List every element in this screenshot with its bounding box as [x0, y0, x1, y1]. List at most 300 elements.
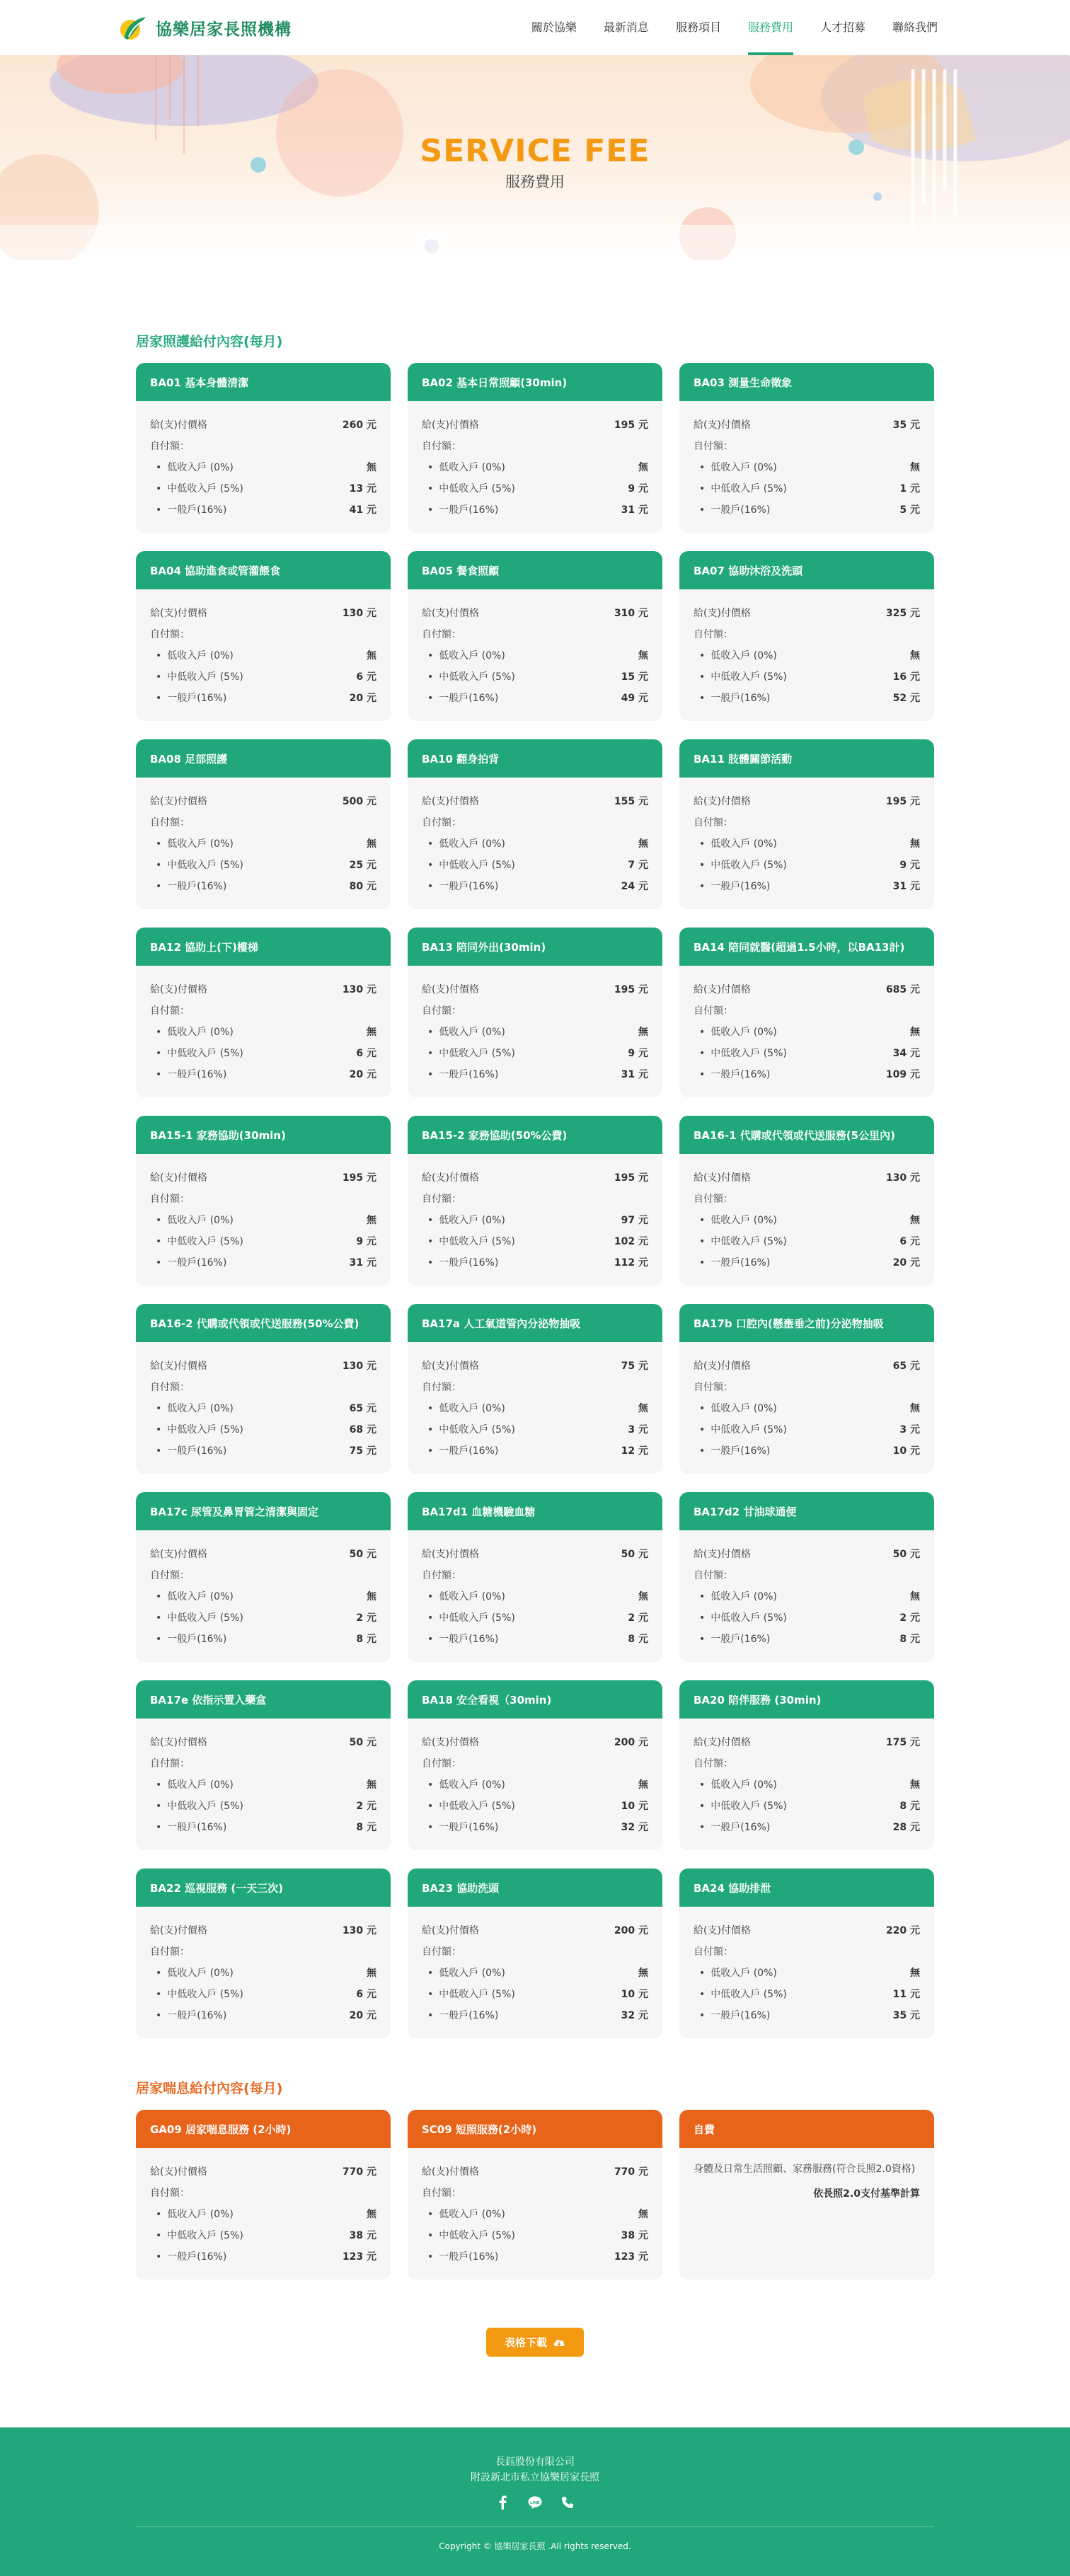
mid-low-income-row: [150, 1419, 376, 1440]
general-row-value: 24 元: [621, 881, 648, 892]
self-pay-row-label: 自付額：: [150, 2188, 190, 2199]
general-row-label: • 一般戶(16%): [694, 1443, 770, 1457]
low-income-row: [150, 1397, 376, 1419]
low-income-row-value: 無: [910, 1215, 920, 1226]
price-row-value: 130 元: [342, 608, 376, 619]
low-income-row-value: 無: [367, 838, 376, 850]
low-income-row: [150, 645, 376, 666]
self-pay-row: [150, 1564, 376, 1586]
home-care-fee-grid: [136, 363, 934, 2038]
self-pay-row-label: 自付額：: [694, 817, 733, 828]
self-pay-row: [150, 1376, 376, 1397]
general-row-value: 32 元: [621, 1822, 648, 1833]
price-row-label: 給(支)付價格: [422, 984, 479, 995]
fee-card: [136, 1492, 391, 1662]
general-row-label: • 一般戶(16%): [150, 502, 226, 516]
low-income-row-label: • 低收入戶 (0%): [694, 460, 777, 474]
mid-low-income-row: [422, 1983, 648, 2004]
low-income-row-value: 無: [910, 1027, 920, 1038]
mid-low-income-row-label: • 中低收入戶 (5%): [150, 1798, 243, 1813]
self-pay-row: [694, 812, 920, 833]
fee-card-body: [408, 1530, 662, 1649]
general-row-label: • 一般戶(16%): [422, 691, 498, 705]
low-income-row-label: • 低收入戶 (0%): [422, 1024, 505, 1039]
price-row-label: 給(支)付價格: [150, 1925, 207, 1936]
main-nav: [518, 0, 951, 55]
price-row: [150, 602, 376, 623]
general-row-value: 80 元: [349, 881, 376, 892]
self-pay-row-label: 自付額：: [150, 1570, 190, 1581]
price-row-label: 給(支)付價格: [694, 420, 751, 431]
price-row-label: 給(支)付價格: [150, 2166, 207, 2178]
price-row: [150, 978, 376, 1000]
price-row-value: 200 元: [614, 1925, 648, 1936]
self-pay-row-label: 自付額：: [694, 1570, 733, 1581]
self-pay-row: [694, 1376, 920, 1397]
low-income-row: [694, 1021, 920, 1042]
fee-card-body: [679, 778, 934, 896]
fee-card-body: [408, 1907, 662, 2026]
low-income-row-value: 97 元: [621, 1215, 648, 1226]
mid-low-income-row: [694, 1042, 920, 1063]
general-row-value: 10 元: [892, 1445, 920, 1457]
fee-card-title: BA03 測量生命徵象: [679, 363, 934, 401]
general-row-value: 12 元: [621, 1445, 648, 1457]
low-income-row: [422, 2203, 648, 2224]
self-pay-row-label: 自付額：: [422, 1005, 461, 1017]
low-income-row-label: • 低收入戶 (0%): [694, 648, 777, 662]
low-income-row: [422, 645, 648, 666]
general-row-value: 5 元: [899, 504, 920, 516]
general-row-label: • 一般戶(16%): [694, 1255, 770, 1269]
low-income-row: [422, 1209, 648, 1230]
price-row-value: 50 元: [349, 1737, 376, 1748]
fee-card: [408, 551, 662, 721]
general-row-label: • 一般戶(16%): [422, 1443, 498, 1457]
mid-low-income-row-value: 34 元: [892, 1048, 920, 1059]
general-row-label: • 一般戶(16%): [422, 502, 498, 516]
self-pay-row: [422, 623, 648, 645]
self-pay-row: [150, 812, 376, 833]
low-income-row-label: • 低收入戶 (0%): [422, 1401, 505, 1415]
self-pay-row-label: 自付額：: [150, 1194, 190, 1205]
fee-card-title: BA14 陪同就醫(超過1.5小時，以BA13計): [679, 928, 934, 966]
low-income-row-value: 無: [910, 838, 920, 850]
mid-low-income-row-value: 10 元: [621, 1801, 648, 1812]
price-row-value: 770 元: [342, 2166, 376, 2178]
price-row-value: 155 元: [614, 796, 648, 807]
nav-item-0[interactable]: 關於協樂: [531, 21, 577, 34]
self-pay-row-label: 自付額：: [694, 1194, 733, 1205]
price-row-label: 給(支)付價格: [422, 1361, 479, 1372]
low-income-row-label: • 低收入戶 (0%): [422, 1589, 505, 1603]
self-pay-row-label: 自付額：: [150, 1946, 190, 1958]
price-row: [150, 1543, 376, 1564]
fee-card: [679, 928, 934, 1097]
fee-card: [408, 1869, 662, 2038]
price-row-label: 給(支)付價格: [422, 1737, 479, 1748]
mid-low-income-row-value: 38 元: [349, 2230, 376, 2241]
low-income-row-label: • 低收入戶 (0%): [422, 2207, 505, 2221]
price-row-label: 給(支)付價格: [150, 420, 207, 431]
fee-card-body: [408, 589, 662, 708]
fee-card: [408, 739, 662, 909]
price-row: [694, 1731, 920, 1752]
price-row-value: 195 元: [614, 1172, 648, 1184]
price-row: [694, 1355, 920, 1376]
mid-low-income-row-value: 6 元: [356, 1048, 376, 1059]
nav-item-4[interactable]: 人才招募: [819, 21, 865, 34]
fee-card-title: BA22 巡視服務 (一天三次): [136, 1869, 391, 1907]
general-row-label: • 一般戶(16%): [150, 2249, 226, 2263]
fee-card: [679, 1304, 934, 1474]
general-row-label: • 一般戶(16%): [150, 1820, 226, 1834]
self-pay-row: [150, 1188, 376, 1209]
fee-card-title: BA07 協助沐浴及洗頭: [679, 551, 934, 589]
price-row: [150, 1919, 376, 1941]
fee-card-body: [136, 2148, 391, 2267]
fee-card-body: [136, 1154, 391, 1273]
price-row-label: 給(支)付價格: [150, 1172, 207, 1184]
low-income-row-value: 無: [910, 650, 920, 662]
price-row-label: 給(支)付價格: [422, 1172, 479, 1184]
low-income-row-value: 無: [910, 1968, 920, 1979]
page-banner: [0, 55, 1070, 260]
general-row: [694, 2004, 920, 2026]
low-income-row-value: 無: [367, 462, 376, 473]
self-pay-row: [150, 1000, 376, 1021]
low-income-row-value: 無: [910, 1591, 920, 1602]
self-pay-row: [694, 623, 920, 645]
price-row: [422, 602, 648, 623]
general-row-label: • 一般戶(16%): [694, 2008, 770, 2022]
mid-low-income-row: [150, 854, 376, 875]
self-pay-note: 依長照2.0支付基準計算: [813, 2188, 920, 2200]
fee-card: [136, 1680, 391, 1850]
price-row-label: 給(支)付價格: [694, 796, 751, 807]
mid-low-income-row-value: 102 元: [614, 1236, 648, 1247]
price-row-value: 50 元: [349, 1549, 376, 1560]
general-row-value: 49 元: [621, 693, 648, 704]
price-row-label: 給(支)付價格: [694, 1549, 751, 1560]
mid-low-income-row: [422, 1042, 648, 1063]
fee-card-title: BA18 安全看視（30min): [408, 1680, 662, 1719]
svg-text:LINE: LINE: [530, 2500, 540, 2505]
self-pay-row: [150, 1752, 376, 1774]
respite-care-title: 居家喘息給付內容(每月): [136, 2081, 283, 2096]
general-row: [422, 2004, 648, 2026]
mid-low-income-row-label: • 中低收入戶 (5%): [694, 1046, 787, 1060]
low-income-row-value: 無: [910, 462, 920, 473]
self-pay-row: [150, 2182, 376, 2203]
general-row-label: • 一般戶(16%): [694, 879, 770, 893]
price-row-label: 給(支)付價格: [422, 608, 479, 619]
fee-card: [408, 1680, 662, 1850]
self-pay-row-label: 自付額：: [422, 2188, 461, 2199]
fee-card-body: [136, 589, 391, 708]
general-row-value: 75 元: [349, 1445, 376, 1457]
fee-card: [679, 363, 934, 533]
general-row: [150, 1440, 376, 1461]
fee-card: [136, 551, 391, 721]
price-row: [694, 414, 920, 435]
price-row-label: 給(支)付價格: [150, 608, 207, 619]
mid-low-income-row: [694, 854, 920, 875]
low-income-row: [150, 1774, 376, 1795]
general-row-label: • 一般戶(16%): [422, 1631, 498, 1646]
general-row: [694, 1816, 920, 1837]
price-row-value: 35 元: [892, 420, 920, 431]
price-row-value: 500 元: [342, 796, 376, 807]
fee-card: [136, 363, 391, 533]
fee-card: [679, 1492, 934, 1662]
price-row: [422, 2161, 648, 2182]
fee-card: [679, 1869, 934, 2038]
self-pay-row: [694, 1000, 920, 1021]
low-income-row-label: • 低收入戶 (0%): [150, 460, 234, 474]
self-pay-row: [422, 2182, 648, 2203]
price-row-value: 260 元: [342, 420, 376, 431]
mid-low-income-row: [150, 478, 376, 499]
price-row: [694, 1543, 920, 1564]
low-income-row: [422, 1021, 648, 1042]
fee-card-body: [408, 778, 662, 896]
general-row-label: • 一般戶(16%): [694, 691, 770, 705]
mid-low-income-row-label: • 中低收入戶 (5%): [150, 669, 243, 683]
self-pay-row-label: 自付額：: [150, 817, 190, 828]
general-row-label: • 一般戶(16%): [150, 1255, 226, 1269]
price-row: [422, 1355, 648, 1376]
fee-card-title: BA13 陪同外出(30min): [408, 928, 662, 966]
fee-card: [136, 1869, 391, 2038]
logo[interactable]: [119, 13, 292, 42]
price-row-value: 200 元: [614, 1737, 648, 1748]
low-income-row-label: • 低收入戶 (0%): [150, 2207, 234, 2221]
mid-low-income-row: [150, 1042, 376, 1063]
low-income-row-value: 無: [367, 1591, 376, 1602]
general-row-label: • 一般戶(16%): [694, 502, 770, 516]
price-row: [422, 1543, 648, 1564]
general-row: [150, 499, 376, 520]
price-row: [694, 602, 920, 623]
price-row-value: 65 元: [892, 1361, 920, 1372]
fee-card-title: BA17d1 血糖機驗血糖: [408, 1492, 662, 1530]
mid-low-income-row-label: • 中低收入戶 (5%): [150, 1422, 243, 1436]
mid-low-income-row: [422, 1230, 648, 1252]
mid-low-income-row-value: 10 元: [621, 1989, 648, 2000]
price-row-label: 給(支)付價格: [422, 420, 479, 431]
company-name: 長鈺股份有限公司: [495, 2456, 575, 2468]
mid-low-income-row-label: • 中低收入戶 (5%): [150, 1987, 243, 2001]
mid-low-income-row-label: • 中低收入戶 (5%): [694, 1987, 787, 2001]
self-pay-row-label: 自付額：: [422, 629, 461, 640]
low-income-row-label: • 低收入戶 (0%): [694, 1024, 777, 1039]
mid-low-income-row-label: • 中低收入戶 (5%): [694, 1610, 787, 1624]
general-row: [150, 1816, 376, 1837]
fee-card: [679, 551, 934, 721]
self-pay-row: [422, 812, 648, 833]
mid-low-income-row-label: • 中低收入戶 (5%): [150, 481, 243, 495]
general-row-value: 112 元: [614, 1257, 648, 1269]
self-pay-card-title: 自費: [679, 2110, 934, 2148]
fee-card-body: [408, 1154, 662, 1273]
general-row: [422, 1252, 648, 1273]
general-row-value: 8 元: [356, 1634, 376, 1645]
price-row: [150, 1355, 376, 1376]
general-row: [150, 875, 376, 896]
download-label: 表格下載: [504, 2336, 547, 2349]
self-pay-row: [422, 1000, 648, 1021]
general-row: [694, 875, 920, 896]
fee-card-title: BA01 基本身體清潔: [136, 363, 391, 401]
fee-card-body: [408, 1342, 662, 1461]
general-row-value: 20 元: [349, 2010, 376, 2021]
low-income-row-label: • 低收入戶 (0%): [694, 836, 777, 850]
mid-low-income-row: [150, 2224, 376, 2246]
price-row: [422, 978, 648, 1000]
general-row-label: • 一般戶(16%): [422, 2008, 498, 2022]
mid-low-income-row-label: • 中低收入戶 (5%): [150, 2228, 243, 2242]
low-income-row-label: • 低收入戶 (0%): [150, 1024, 234, 1039]
general-row-value: 8 元: [356, 1822, 376, 1833]
fee-card-body: [679, 1907, 934, 2026]
nav-item-1[interactable]: 最新消息: [603, 21, 649, 34]
price-row-value: 130 元: [885, 1172, 920, 1184]
low-income-row-label: • 低收入戶 (0%): [694, 1401, 777, 1415]
mid-low-income-row: [694, 1795, 920, 1816]
fee-card-title: BA17d2 甘油球通便: [679, 1492, 934, 1530]
general-row: [150, 2004, 376, 2026]
mid-low-income-row-label: • 中低收入戶 (5%): [422, 2228, 515, 2242]
self-pay-row-label: 自付額：: [422, 1570, 461, 1581]
mid-low-income-row: [150, 666, 376, 687]
mid-low-income-row-value: 2 元: [628, 1612, 648, 1624]
general-row-value: 20 元: [349, 693, 376, 704]
general-row: [422, 1628, 648, 1649]
general-row-value: 35 元: [892, 2010, 920, 2021]
mid-low-income-row-label: • 中低收入戶 (5%): [422, 1610, 515, 1624]
price-row: [150, 414, 376, 435]
nav-item-5[interactable]: 聯絡我們: [892, 21, 938, 34]
fee-card-body: [679, 1530, 934, 1649]
fee-card-title: BA20 陪伴服務 (30min): [679, 1680, 934, 1719]
mid-low-income-row-label: • 中低收入戶 (5%): [422, 481, 515, 495]
general-row-label: • 一般戶(16%): [150, 879, 226, 893]
general-row-value: 31 元: [892, 881, 920, 892]
price-row-value: 195 元: [342, 1172, 376, 1184]
mid-low-income-row: [422, 666, 648, 687]
mid-low-income-row: [422, 854, 648, 875]
download-button[interactable]: [486, 2328, 584, 2357]
price-row-label: 給(支)付價格: [422, 1925, 479, 1936]
phone-icon[interactable]: [560, 2495, 575, 2509]
price-row-label: 給(支)付價格: [694, 1361, 751, 1372]
self-pay-row: [150, 623, 376, 645]
general-row: [422, 2246, 648, 2267]
mid-low-income-row-value: 3 元: [628, 1424, 648, 1436]
low-income-row: [150, 833, 376, 854]
fee-card-body: [679, 1154, 934, 1273]
home-care-title: 居家照護給付內容(每月): [136, 334, 283, 350]
mid-low-income-row: [694, 478, 920, 499]
general-row-label: • 一般戶(16%): [694, 1631, 770, 1646]
mid-low-income-row: [150, 1607, 376, 1628]
general-row: [150, 1252, 376, 1273]
low-income-row-label: • 低收入戶 (0%): [422, 1777, 505, 1791]
general-row: [694, 1440, 920, 1461]
low-income-row: [150, 1962, 376, 1983]
mid-low-income-row-label: • 中低收入戶 (5%): [422, 1798, 515, 1813]
fee-card-body: [408, 1719, 662, 1837]
self-pay-row: [694, 1188, 920, 1209]
fee-card-title: BA15-1 家務協助(30min): [136, 1116, 391, 1154]
nav-item-3[interactable]: 服務費用: [735, 0, 807, 55]
general-row-value: 31 元: [621, 1069, 648, 1080]
low-income-row-value: 無: [367, 650, 376, 662]
self-pay-row: [422, 1564, 648, 1586]
general-row-label: • 一般戶(16%): [422, 879, 498, 893]
general-row-label: • 一般戶(16%): [422, 1067, 498, 1081]
mid-low-income-row-value: 6 元: [899, 1236, 920, 1247]
mid-low-income-row: [422, 1419, 648, 1440]
mid-low-income-row-label: • 中低收入戶 (5%): [150, 1234, 243, 1248]
price-row-value: 195 元: [614, 984, 648, 995]
low-income-row-value: 無: [638, 1591, 648, 1602]
general-row-value: 20 元: [349, 1069, 376, 1080]
fee-card: [408, 363, 662, 533]
self-pay-row-label: 自付額：: [694, 1946, 733, 1958]
general-row: [694, 499, 920, 520]
low-income-row-value: 無: [367, 1215, 376, 1226]
general-row: [694, 1252, 920, 1273]
general-row: [422, 1063, 648, 1085]
fee-card: [136, 1116, 391, 1286]
self-pay-row: [422, 435, 648, 456]
brand-name: 協樂居家長照機構: [156, 20, 292, 39]
general-row-label: • 一般戶(16%): [422, 1255, 498, 1269]
fee-card-title: GA09 居家喘息服務 (2小時): [136, 2110, 391, 2148]
price-row: [422, 414, 648, 435]
price-row-label: 給(支)付價格: [694, 1737, 751, 1748]
general-row: [150, 1628, 376, 1649]
general-row-label: • 一般戶(16%): [150, 691, 226, 705]
self-pay-row: [150, 1941, 376, 1962]
fee-card: [136, 1304, 391, 1474]
line-icon[interactable]: [528, 2495, 542, 2509]
price-row-value: 50 元: [621, 1549, 648, 1560]
fee-card-title: BA10 翻身拍背: [408, 739, 662, 778]
general-row-label: • 一般戶(16%): [422, 1820, 498, 1834]
general-row: [422, 499, 648, 520]
low-income-row: [694, 833, 920, 854]
mid-low-income-row-label: • 中低收入戶 (5%): [694, 1234, 787, 1248]
self-pay-row: [694, 435, 920, 456]
fee-card-body: [136, 401, 391, 520]
fee-card-title: BA24 協助排泄: [679, 1869, 934, 1907]
price-row-label: 給(支)付價格: [422, 2166, 479, 2178]
low-income-row: [150, 1209, 376, 1230]
facebook-icon[interactable]: [495, 2495, 510, 2509]
self-pay-row-label: 自付額：: [150, 1005, 190, 1017]
general-row: [150, 687, 376, 708]
price-row: [422, 1731, 648, 1752]
fee-card: [679, 739, 934, 909]
nav-item-2[interactable]: 服務項目: [675, 21, 721, 34]
general-row: [694, 687, 920, 708]
mid-low-income-row-label: • 中低收入戶 (5%): [422, 857, 515, 872]
price-row-label: 給(支)付價格: [150, 796, 207, 807]
mid-low-income-row-label: • 中低收入戶 (5%): [422, 1046, 515, 1060]
